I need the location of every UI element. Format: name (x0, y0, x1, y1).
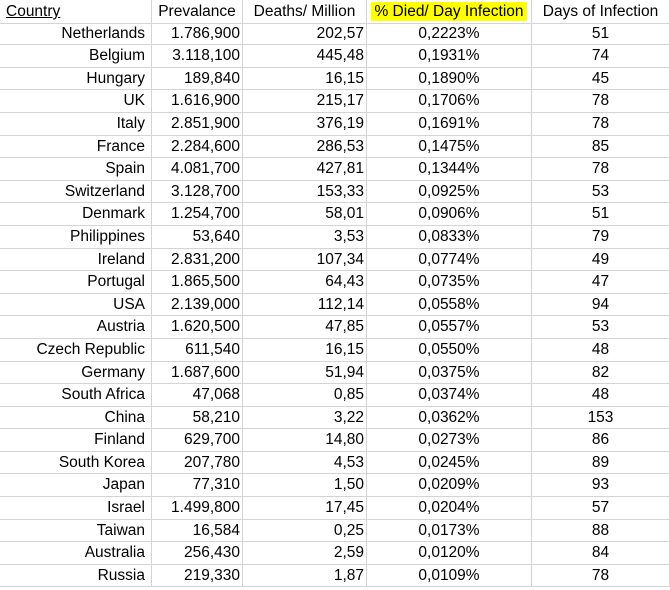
cell-country[interactable]: Austria (0, 316, 152, 339)
cell-days-of-infection[interactable]: 78 (532, 158, 670, 181)
cell-percent-died-per-day[interactable]: 0,1475% (367, 136, 532, 159)
cell-prevalance[interactable]: 1.865,500 (152, 271, 243, 294)
header-prevalance[interactable]: Prevalance (152, 0, 243, 24)
header-days-of-infection[interactable]: Days of Infection (532, 0, 670, 24)
cell-prevalance[interactable]: 77,310 (152, 474, 243, 497)
cell-days-of-infection[interactable]: 85 (532, 136, 670, 159)
cell-deaths-per-million[interactable]: 286,53 (243, 136, 367, 159)
cell-prevalance[interactable]: 219,330 (152, 565, 243, 588)
cell-prevalance[interactable]: 53,640 (152, 226, 243, 249)
cell-days-of-infection[interactable]: 153 (532, 407, 670, 430)
cell-prevalance[interactable]: 2.139,000 (152, 294, 243, 317)
cell-percent-died-per-day[interactable]: 0,0925% (367, 181, 532, 204)
cell-percent-died-per-day[interactable]: 0,0204% (367, 497, 532, 520)
cell-country[interactable]: Japan (0, 474, 152, 497)
cell-country[interactable]: South Africa (0, 384, 152, 407)
cell-days-of-infection[interactable]: 79 (532, 226, 670, 249)
cell-prevalance[interactable]: 47,068 (152, 384, 243, 407)
cell-percent-died-per-day[interactable]: 0,0833% (367, 226, 532, 249)
cell-deaths-per-million[interactable]: 427,81 (243, 158, 367, 181)
cell-country[interactable]: Finland (0, 429, 152, 452)
cell-prevalance[interactable]: 1.620,500 (152, 316, 243, 339)
cell-country[interactable]: China (0, 407, 152, 430)
cell-percent-died-per-day[interactable]: 0,0109% (367, 565, 532, 588)
cell-deaths-per-million[interactable]: 14,80 (243, 429, 367, 452)
cell-country[interactable]: Spain (0, 158, 152, 181)
cell-percent-died-per-day[interactable]: 0,1691% (367, 113, 532, 136)
cell-percent-died-per-day[interactable]: 0,0774% (367, 249, 532, 272)
cell-country[interactable]: Czech Republic (0, 339, 152, 362)
cell-days-of-infection[interactable]: 74 (532, 45, 670, 68)
cell-days-of-infection[interactable]: 53 (532, 316, 670, 339)
cell-percent-died-per-day[interactable]: 0,0558% (367, 294, 532, 317)
cell-percent-died-per-day[interactable]: 0,0120% (367, 542, 532, 565)
cell-deaths-per-million[interactable]: 107,34 (243, 249, 367, 272)
cell-percent-died-per-day[interactable]: 0,0173% (367, 520, 532, 543)
cell-days-of-infection[interactable]: 78 (532, 90, 670, 113)
cell-days-of-infection[interactable]: 53 (532, 181, 670, 204)
cell-percent-died-per-day[interactable]: 0,0557% (367, 316, 532, 339)
cell-deaths-per-million[interactable]: 3,53 (243, 226, 367, 249)
cell-prevalance[interactable]: 1.786,900 (152, 23, 243, 46)
cell-prevalance[interactable]: 4.081,700 (152, 158, 243, 181)
cell-prevalance[interactable]: 58,210 (152, 407, 243, 430)
header-deaths-per-million[interactable]: Deaths/ Million (243, 0, 367, 24)
header-highlight: % Died/ Day Infection (371, 2, 526, 21)
header-country[interactable]: Country (0, 0, 152, 24)
cell-days-of-infection[interactable]: 57 (532, 497, 670, 520)
cell-percent-died-per-day[interactable]: 0,0906% (367, 203, 532, 226)
cell-prevalance[interactable]: 189,840 (152, 68, 243, 91)
cell-days-of-infection[interactable]: 48 (532, 384, 670, 407)
cell-percent-died-per-day[interactable]: 0,1344% (367, 158, 532, 181)
cell-deaths-per-million[interactable]: 202,57 (243, 23, 367, 46)
cell-deaths-per-million[interactable]: 445,48 (243, 45, 367, 68)
cell-country[interactable]: Australia (0, 542, 152, 565)
cell-prevalance[interactable]: 1.254,700 (152, 203, 243, 226)
cell-deaths-per-million[interactable]: 16,15 (243, 339, 367, 362)
cell-percent-died-per-day[interactable]: 0,0362% (367, 407, 532, 430)
cell-prevalance[interactable]: 2.284,600 (152, 136, 243, 159)
cell-prevalance[interactable]: 207,780 (152, 452, 243, 475)
cell-country[interactable]: Italy (0, 113, 152, 136)
cell-country[interactable]: Switzerland (0, 181, 152, 204)
cell-country[interactable]: Hungary (0, 68, 152, 91)
cell-days-of-infection[interactable]: 51 (532, 203, 670, 226)
cell-prevalance[interactable]: 16,584 (152, 520, 243, 543)
cell-days-of-infection[interactable]: 93 (532, 474, 670, 497)
cell-deaths-per-million[interactable]: 64,43 (243, 271, 367, 294)
cell-deaths-per-million[interactable]: 47,85 (243, 316, 367, 339)
cell-country[interactable]: Ireland (0, 249, 152, 272)
cell-days-of-infection[interactable]: 89 (532, 452, 670, 475)
cell-days-of-infection[interactable]: 48 (532, 339, 670, 362)
cell-percent-died-per-day[interactable]: 0,0735% (367, 271, 532, 294)
cell-deaths-per-million[interactable]: 16,15 (243, 68, 367, 91)
cell-prevalance[interactable]: 611,540 (152, 339, 243, 362)
cell-days-of-infection[interactable]: 88 (532, 520, 670, 543)
cell-percent-died-per-day[interactable]: 0,0375% (367, 362, 532, 385)
cell-percent-died-per-day[interactable]: 0,1890% (367, 68, 532, 91)
cell-deaths-per-million[interactable]: 2,59 (243, 542, 367, 565)
cell-percent-died-per-day[interactable]: 0,2223% (367, 23, 532, 46)
cell-days-of-infection[interactable]: 84 (532, 542, 670, 565)
cell-prevalance[interactable]: 1.499,800 (152, 497, 243, 520)
cell-country[interactable]: Netherlands (0, 23, 152, 46)
cell-country[interactable]: Belgium (0, 45, 152, 68)
cell-country[interactable]: Germany (0, 362, 152, 385)
cell-deaths-per-million[interactable]: 153,33 (243, 181, 367, 204)
cell-country[interactable]: UK (0, 90, 152, 113)
cell-country[interactable]: France (0, 136, 152, 159)
header-percent-died-per-day[interactable] (367, 0, 532, 24)
cell-country[interactable]: Denmark (0, 203, 152, 226)
cell-prevalance[interactable]: 1.616,900 (152, 90, 243, 113)
cell-percent-died-per-day[interactable]: 0,1706% (367, 90, 532, 113)
cell-prevalance[interactable]: 629,700 (152, 429, 243, 452)
cell-country[interactable]: USA (0, 294, 152, 317)
cell-country[interactable]: South Korea (0, 452, 152, 475)
cell-days-of-infection[interactable]: 86 (532, 429, 670, 452)
cell-prevalance[interactable]: 3.118,100 (152, 45, 243, 68)
cell-prevalance[interactable]: 2.851,900 (152, 113, 243, 136)
cell-percent-died-per-day[interactable]: 0,0550% (367, 339, 532, 362)
cell-deaths-per-million[interactable]: 0,85 (243, 384, 367, 407)
cell-days-of-infection[interactable]: 78 (532, 565, 670, 588)
cell-days-of-infection[interactable]: 45 (532, 68, 670, 91)
cell-percent-died-per-day[interactable]: 0,1931% (367, 45, 532, 68)
cell-country[interactable]: Russia (0, 565, 152, 588)
cell-deaths-per-million[interactable]: 215,17 (243, 90, 367, 113)
cell-percent-died-per-day[interactable]: 0,0374% (367, 384, 532, 407)
cell-deaths-per-million[interactable]: 1,50 (243, 474, 367, 497)
cell-deaths-per-million[interactable]: 112,14 (243, 294, 367, 317)
cell-deaths-per-million[interactable]: 51,94 (243, 362, 367, 385)
cell-prevalance[interactable]: 1.687,600 (152, 362, 243, 385)
cell-days-of-infection[interactable]: 82 (532, 362, 670, 385)
cell-days-of-infection[interactable]: 78 (532, 113, 670, 136)
cell-prevalance[interactable]: 256,430 (152, 542, 243, 565)
cell-deaths-per-million[interactable]: 58,01 (243, 203, 367, 226)
cell-deaths-per-million[interactable]: 376,19 (243, 113, 367, 136)
cell-country[interactable]: Taiwan (0, 520, 152, 543)
cell-days-of-infection[interactable]: 94 (532, 294, 670, 317)
cell-country[interactable]: Portugal (0, 271, 152, 294)
cell-deaths-per-million[interactable]: 17,45 (243, 497, 367, 520)
cell-percent-died-per-day[interactable]: 0,0245% (367, 452, 532, 475)
cell-deaths-per-million[interactable]: 3,22 (243, 407, 367, 430)
cell-deaths-per-million[interactable]: 4,53 (243, 452, 367, 475)
cell-deaths-per-million[interactable]: 1,87 (243, 565, 367, 588)
cell-days-of-infection[interactable]: 51 (532, 23, 670, 46)
cell-country[interactable]: Philippines (0, 226, 152, 249)
cell-prevalance[interactable]: 2.831,200 (152, 249, 243, 272)
cell-prevalance[interactable]: 3.128,700 (152, 181, 243, 204)
cell-deaths-per-million[interactable]: 0,25 (243, 520, 367, 543)
cell-percent-died-per-day[interactable]: 0,0209% (367, 474, 532, 497)
cell-country[interactable]: Israel (0, 497, 152, 520)
cell-days-of-infection[interactable]: 47 (532, 271, 670, 294)
cell-days-of-infection[interactable]: 49 (532, 249, 670, 272)
cell-percent-died-per-day[interactable]: 0,0273% (367, 429, 532, 452)
